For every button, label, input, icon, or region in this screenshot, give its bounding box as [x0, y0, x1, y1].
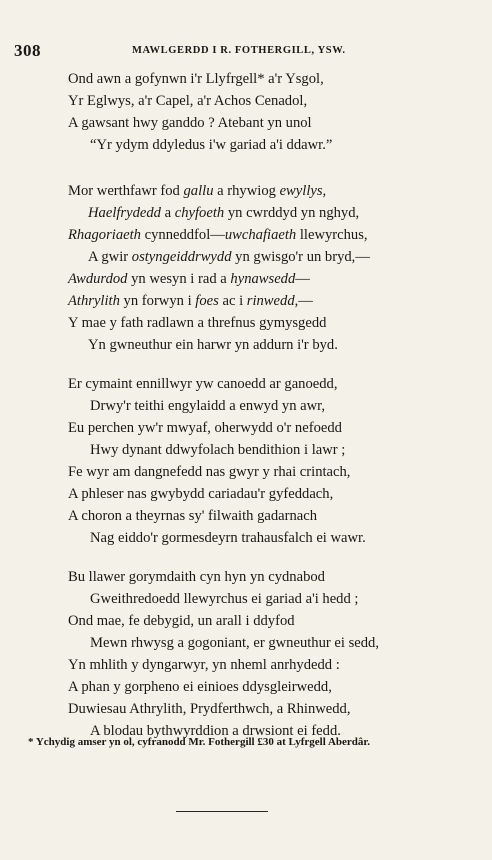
- verse-text: Mor werthfawr fod: [68, 183, 184, 199]
- verse-text: Bu llawer gorymdaith cyn hyn yn cydnabod: [68, 569, 325, 585]
- italic-word: chyfoeth: [174, 205, 225, 221]
- italic-word: foes: [195, 293, 219, 309]
- verse-line: [68, 568, 325, 586]
- verse-text: Yr Eglwys, a'r Capel, a'r Achos Cenadol,: [68, 93, 308, 109]
- verse-line: [68, 678, 332, 696]
- verse-line: [68, 485, 333, 503]
- verse-line: [68, 92, 307, 110]
- verse-text: Yn mhlith y dyngarwyr, yn nheml anrhydedd :: [68, 657, 340, 673]
- italic-word: ewyllys: [279, 183, 323, 199]
- verse-text: a: [160, 205, 175, 221]
- verse-text: Er cymaint ennillwyr yw canoedd ar ganoedd,: [68, 376, 338, 392]
- verse-text: ac i: [218, 293, 247, 309]
- running-head: MAWLGERDD I R. FOTHERGILL, YSW.: [132, 45, 346, 56]
- verse-text: Mewn rhwysg a gogoniant, er gwneuthur ei sedd,: [90, 635, 379, 651]
- verse-text: —: [295, 271, 310, 287]
- verse-line: [88, 336, 338, 354]
- verse-line: [90, 529, 366, 547]
- verse-text: “Yr ydym ddyledus i'w gariad a'i ddawr.”: [90, 137, 333, 153]
- italic-word: gallu: [183, 183, 214, 199]
- verse-line: [90, 634, 379, 652]
- verse-line: [88, 204, 359, 222]
- verse-text: A choron a theyrnas sy' filwaith gadarnach: [68, 508, 318, 524]
- verse-text: A gawsant hwy ganddo ? Atebant yn unol: [68, 115, 312, 131]
- verse-text: A phleser nas gwybydd cariadau'r gyfeddach,: [68, 486, 334, 502]
- italic-word: hynawsedd: [230, 271, 296, 287]
- verse-line: [68, 507, 317, 525]
- verse-text: A phan y gorpheno ei einioes ddysgleirwedd,: [68, 679, 332, 695]
- verse-text: yn wesyn i rad a: [127, 271, 231, 287]
- verse-text: Gweithredoedd llewyrchus ei gariad a'i hedd ;: [90, 591, 359, 607]
- verse-line: [88, 248, 370, 266]
- italic-word: uwchafiaeth: [224, 227, 297, 243]
- verse-line: [68, 182, 326, 200]
- verse-line: [68, 612, 295, 630]
- verse-line: [68, 292, 313, 310]
- verse-text: yn cwrddyd yn nghyd,: [224, 205, 360, 221]
- footnote: * Ychydig amser yn ol, cyfranodd Mr. Fothergill £30 at Lyfrgell Aberdâr.: [28, 736, 371, 748]
- verse-text: Hwy dynant ddwyfolach bendithion i lawr ;: [90, 442, 346, 458]
- verse-line: [68, 314, 326, 332]
- footer-rule: [176, 811, 268, 812]
- page-header: [14, 41, 484, 60]
- verse-text: Ond mae, fe debygid, un arall i ddyfod: [68, 613, 295, 629]
- verse-text: Yn gwneuthur ein harwr yn addurn i'r byd.: [88, 337, 338, 353]
- verse-line: [68, 419, 342, 437]
- verse-line: [68, 375, 338, 393]
- verse-text: Drwy'r teithi engylaidd a enwyd yn awr,: [90, 398, 326, 414]
- italic-word: Awdurdod: [68, 271, 128, 287]
- italic-word: Rhagoriaeth: [68, 227, 141, 243]
- verse-text: Eu perchen yw'r mwyaf, oherwydd o'r nefoedd: [68, 420, 342, 436]
- verse-text: yn gwisgo'r un bryd,—: [231, 249, 370, 265]
- verse-line: [90, 136, 332, 154]
- italic-word: rinwedd: [246, 293, 295, 309]
- verse-line: [68, 70, 324, 88]
- verse-text: yn forwyn i: [119, 293, 196, 309]
- verse-text: cynneddfol—: [140, 227, 225, 243]
- verse-line: [68, 656, 340, 674]
- verse-line: [68, 270, 310, 288]
- verse-text: A blodau bythwyrddion a drwsiont ei fedd.: [90, 723, 341, 739]
- verse-line: [68, 463, 350, 481]
- verse-text: Ond awn a gofynwn i'r Llyfrgell* a'r Ysgol,: [68, 71, 324, 87]
- verse-line: [68, 114, 312, 132]
- verse-line: [90, 590, 358, 608]
- verse-text: Y mae y fath radlawn a threfnus gymysgedd: [68, 315, 327, 331]
- verse-line: [90, 397, 325, 415]
- verse-text: Nag eiddo'r gormesdeyrn trahausfalch ei wawr.: [90, 530, 366, 546]
- verse-text: ,—: [294, 293, 313, 309]
- verse-text: A gwir: [88, 249, 132, 265]
- page-number: 308: [14, 41, 41, 60]
- verse-text: Fe wyr am dangnefedd nas gwyr y rhai crintach,: [68, 464, 351, 480]
- verse-line: [90, 441, 345, 459]
- verse-line: [68, 700, 351, 718]
- italic-word: ostyngeiddrwydd: [131, 249, 232, 265]
- verse-line: [68, 226, 368, 244]
- verse-text: a rhywiog: [213, 183, 280, 199]
- verse-text: ,: [322, 183, 327, 199]
- verse-text: Duwiesau Athrylith, Prydferthwch, a Rhinwedd,: [68, 701, 351, 717]
- verse-text: llewyrchus,: [296, 227, 368, 243]
- italic-word: Athrylith: [68, 293, 120, 309]
- italic-word: Haelfrydedd: [88, 205, 161, 221]
